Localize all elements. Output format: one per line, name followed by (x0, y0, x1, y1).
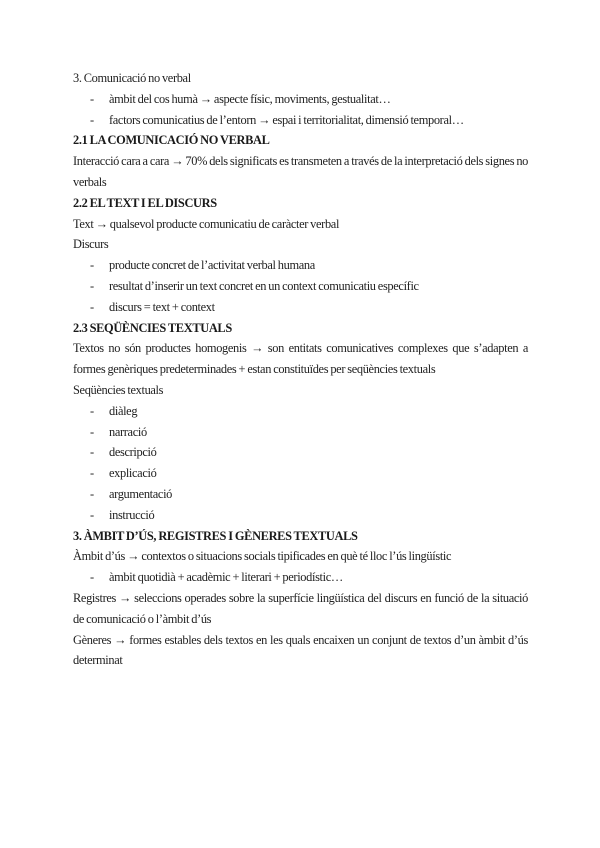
paragraph-2-1: Interacció cara a cara → 70% dels significats es transmeten a través de la interpretació dels signes no verbals (73, 154, 529, 189)
dash-marker: - (90, 507, 94, 522)
sequencies-label: Seqüències textuals (73, 382, 164, 397)
dash-marker: - (90, 445, 94, 460)
list-item-text: resultat d’inserir un text concret en un context comunicatiu específic (109, 278, 419, 293)
dash-marker: - (90, 112, 94, 127)
list-item (73, 567, 528, 588)
list-item (73, 463, 528, 484)
discurs-label: Discurs (73, 237, 109, 252)
list-item-text: narració (109, 424, 147, 439)
dash-marker: - (90, 486, 94, 501)
list-item-text: producte concret de l’activitat verbal humana (109, 258, 315, 273)
list-item-text: àmbit del cos humà → aspecte físic, moviments, gestualitat… (109, 91, 391, 106)
list-item-text: descripció (109, 445, 157, 460)
list-item (73, 297, 528, 318)
intro-title: 3. Comunicació no verbal (73, 71, 191, 85)
ambit-definition: Àmbit d’ús → contextos o situacions socials tipificades en què té lloc l’ús lingüístic (73, 549, 452, 564)
list-item-text: diàleg (109, 403, 138, 418)
dash-marker: - (90, 570, 94, 585)
list-item (73, 484, 528, 505)
ambit-list (73, 567, 528, 588)
heading-2-3: 2.3 SEQÜÈNCIES TEXTUALS (73, 320, 232, 335)
generes-definition: Gèneres → formes estables dels textos en les quals encaixen un conjunt de textos d’un àmbit d’ús determinat (73, 632, 528, 668)
intro-list (73, 89, 528, 131)
list-item (73, 89, 528, 110)
heading-3: 3. ÀMBIT D’ÚS, REGISTRES I GÈNERES TEXTUALS (73, 528, 358, 543)
list-item (73, 442, 528, 463)
list-item-text: factors comunicatius de l’entorn → espai i territorialitat, dimensió temporal… (109, 112, 464, 127)
dash-marker: - (90, 91, 94, 106)
dash-marker: - (90, 466, 94, 481)
list-item (73, 255, 528, 276)
list-item (73, 505, 528, 526)
heading-2-1: 2.1 LA COMUNICACIÓ NO VERBAL (73, 133, 270, 148)
dash-marker: - (90, 278, 94, 293)
discurs-list (73, 255, 528, 317)
list-item (73, 110, 528, 131)
dash-marker: - (90, 424, 94, 439)
list-item-text: instrucció (109, 507, 155, 522)
list-item-text: argumentació (109, 486, 173, 501)
heading-2-2: 2.2 EL TEXT I EL DISCURS (73, 195, 217, 210)
dash-marker: - (90, 403, 94, 418)
dash-marker: - (90, 258, 94, 273)
list-item (73, 276, 528, 297)
document-page (73, 68, 528, 671)
text-definition: Text → qualsevol producte comunicatiu de caràcter verbal (73, 216, 340, 231)
sequencies-list (73, 401, 528, 526)
dash-marker: - (90, 299, 94, 314)
paragraph-2-3: Textos no són productes homogenis → son entitats comunicatives complexes que s’adapten a formes genèriques predeterminades + estan constituïdes per seqüències textuals (73, 341, 528, 377)
registres-definition: Registres → seleccions operades sobre la superfície lingüística del discurs en funció de la situació de comunicació o l’àmbit d’ús (73, 590, 528, 626)
list-item (73, 401, 528, 422)
list-item-text: discurs = text + context (109, 299, 215, 314)
list-item (73, 422, 528, 443)
list-item-text: àmbit quotidià + acadèmic + literari + periodístic… (109, 570, 343, 585)
list-item-text: explicació (109, 466, 157, 481)
